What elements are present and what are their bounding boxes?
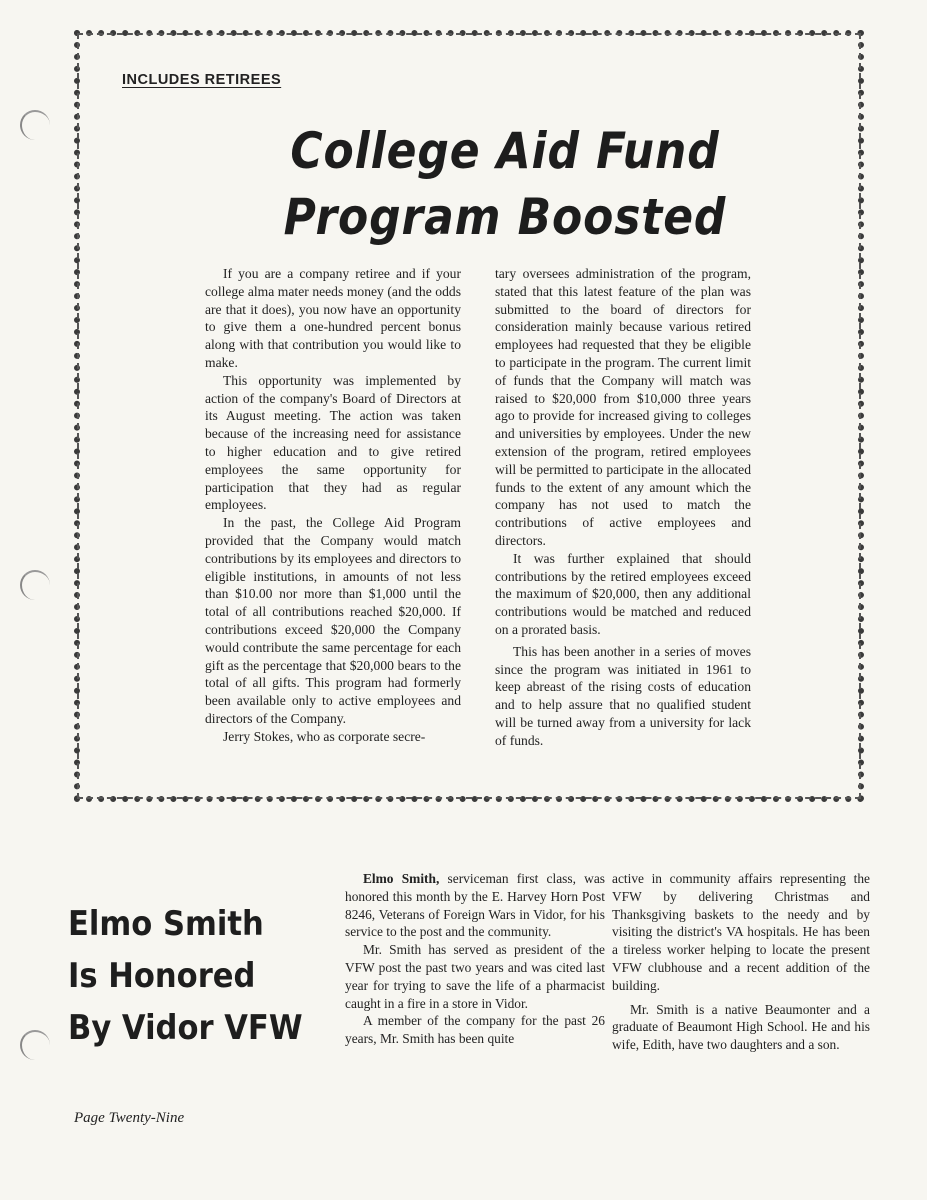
paragraph: It was further explained that should contributions by the retired employees exceed the maximum of $20,000, then any additional contributions would be matched and reduced on a prorated basis.: [495, 550, 751, 637]
paragraph: This has been another in a series of moves since the program was initiated in 1961 to keep abreast of the rising costs of education and to help assure that no qualified student will be turned away from a university for lack of funds.: [495, 643, 751, 748]
headline-line: Program Boosted: [283, 188, 727, 246]
paragraph: tary oversees administration of the program, stated that this latest feature of the plan was submitted to the board of directors for consideration mainly because various retired employees had requested that they be eligible to participate in the program. The current limit of funds that the Company will match was raised to $20,000 from $10,000 three years ago to provide for increased giving to colleges and universities by employees. Under the new extension of the program, retired employees will be permitted to participate in the allocated funds to the extent of any amount which the company has not used to match the contributions of active employees and directors.: [495, 266, 751, 548]
paragraph: If you are a company retiree and if your college alma mater needs money (and the odds are that it does), you now have an opportunity to give them a one-hundred percent bonus along with that contribution you would like to make.: [205, 266, 461, 370]
paragraph: Mr. Smith is a native Beaumonter and a graduate of Beaumont High School. He and his wife, Edith, have two daughters and a son.: [612, 1001, 870, 1053]
elmo-column-2: [612, 870, 870, 1054]
headline: [237, 118, 774, 250]
paragraph: Jerry Stokes, who as corporate secre-: [223, 728, 426, 744]
headline-line: College Aid Fund: [290, 122, 720, 180]
elmo-headline: [68, 898, 303, 1054]
paragraph: This opportunity was implemented by action of the company's Board of Directors at its August meeting. The action was taken because of the increasing need for assistance to higher education and to give retired employees the same opportunity for participation that they had as regular employees.: [205, 372, 461, 513]
paragraph: [345, 870, 605, 941]
binder-hole: [20, 1030, 50, 1060]
paragraph: In the past, the College Aid Program provided that the Company would match contributions by its employees and directors to eligible institutions, in amounts of not less than $10.00 nor more than $1,000 until the total of all contributions reached $20,000. If contributions exceed $20,000 the Company would contribute the same percentage for each gift as the percentage that $20,000 bears to the total of all gifts. This program had formerly been available only to active employees and directors of the Company.: [205, 515, 461, 726]
binder-hole: [20, 570, 50, 600]
paragraph: active in community affairs representing the VFW by delivering Christmas and Thanksgiving baskets to the needy and by visiting the district's VA hospitals. He has been a tireless worker helping to locate the present VFW clubhouse and a recent addition of the building.: [612, 871, 870, 993]
kicker: INCLUDES RETIREES: [122, 72, 282, 88]
headline-line: Elmo Smith: [68, 904, 264, 944]
lead-name: Elmo Smith,: [363, 871, 440, 886]
paragraph: Mr. Smith has served as president of the VFW post the past two years and was cited last year for trying to save the life of a pharmacist caught in a fire in a store in Vidor.: [345, 942, 605, 1011]
article-column-1: [205, 265, 461, 746]
binder-hole: [20, 110, 50, 140]
paragraph: A member of the company for the past 26 years, Mr. Smith has been quite: [345, 1013, 605, 1047]
headline-line: By Vidor VFW: [68, 1008, 303, 1048]
page-number: Page Twenty-Nine: [74, 1110, 185, 1126]
article-column-2: [495, 265, 751, 750]
elmo-column-1: [345, 870, 605, 1048]
lead-text: serviceman first class, was honored this month by the E. Harvey Horn Post 8246, Veterans of Foreign Wars in Vidor, for his service to the post and the community.: [345, 871, 605, 940]
headline-line: Is Honored: [68, 956, 256, 996]
